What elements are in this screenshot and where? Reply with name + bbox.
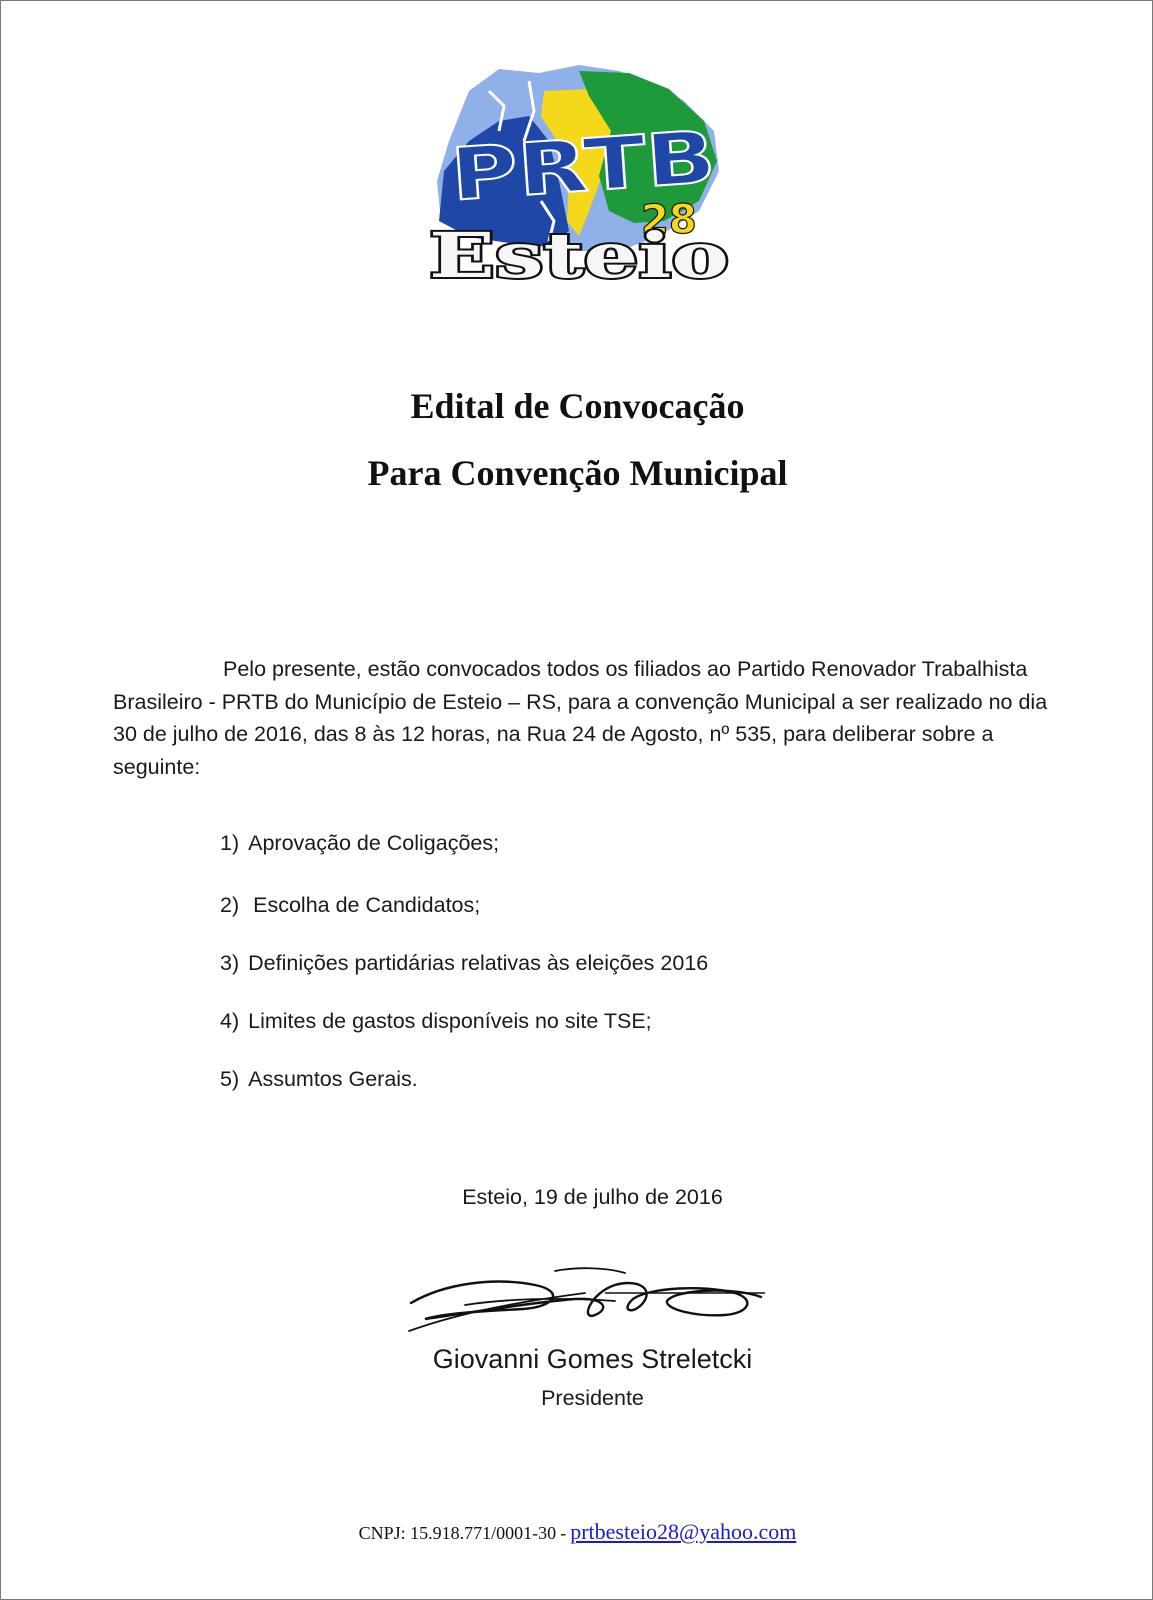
agenda-item-number: 1) [220, 831, 240, 855]
document-date: Esteio, 19 de julho de 2016 [462, 1185, 723, 1209]
agenda-item-text: Aprovação de Coligações; [248, 831, 500, 855]
agenda-item [220, 831, 499, 856]
brazil-map-logo-icon [429, 61, 739, 293]
agenda-item [220, 1067, 418, 1092]
document-title: Edital de Convocação [410, 386, 745, 426]
agenda-item-text: Escolha de Candidatos; [253, 893, 481, 917]
agenda-item-text: Limites de gastos disponíveis no site TSE; [248, 1009, 652, 1033]
agenda-item-number: 2) [220, 893, 240, 917]
logo-city-text: Esteio [429, 219, 729, 292]
logo-number-text: 28 [641, 197, 697, 243]
footer-cnpj: CNPJ: 15.918.771/0001-30 [358, 1523, 557, 1543]
footer-separator: - [560, 1523, 567, 1543]
agenda-item [220, 951, 708, 976]
agenda-item-number: 5) [220, 1067, 240, 1091]
agenda-item [220, 893, 480, 918]
agenda-item [220, 1009, 652, 1034]
document-subtitle: Para Convenção Municipal [367, 453, 788, 493]
agenda-item-text: Assumtos Gerais. [248, 1067, 418, 1091]
agenda-item-number: 3) [220, 951, 240, 975]
logo-prtb-text: PRTB [448, 118, 663, 217]
footer [1, 1519, 1153, 1545]
party-logo [429, 61, 739, 293]
agenda-item-number: 4) [220, 1009, 240, 1033]
signer-role: Presidente [541, 1386, 644, 1410]
convocation-paragraph-text: Pelo presente, estão convocados todos os filiados ao Partido Renovador Trabalhista Brasileiro - PRTB do Município de Esteio – RS, para a convenção Municipal a ser realizado no dia 30 de julho de 2016, das 8 às 12 horas, na Rua 24 de Agosto, nº 535, para deliberar sobre a seguinte: [113, 657, 1048, 779]
agenda-item-text: Definições partidárias relativas às eleições 2016 [248, 951, 709, 975]
signer-name: Giovanni Gomes Streletcki [432, 1344, 753, 1374]
convocation-paragraph [113, 653, 1053, 783]
signature-scribble-icon [405, 1263, 777, 1339]
footer-email-link[interactable]: prtbesteio28@yahoo.com [570, 1519, 797, 1544]
handwritten-signature [405, 1263, 777, 1339]
